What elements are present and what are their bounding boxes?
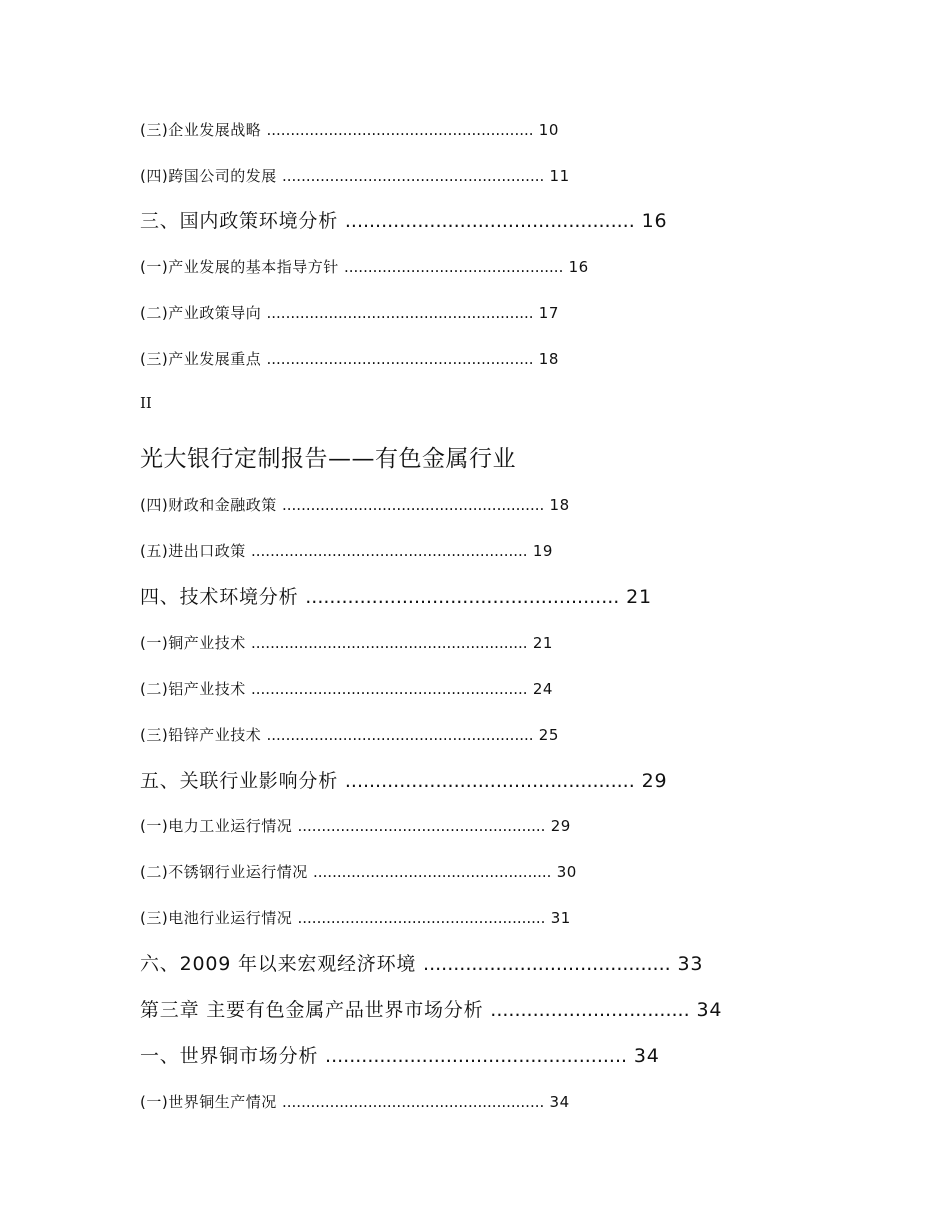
toc-leader-dots: ................................. — [490, 999, 690, 1021]
toc-leader-dots: ................................................ — [344, 770, 635, 792]
toc-entry-label: (三)铅锌产业技术 — [140, 726, 262, 744]
toc-entry-label: (四)财政和金融政策 — [140, 496, 277, 514]
toc-leader-dots: ........................................................ — [266, 121, 534, 139]
toc-page-number: 21 — [532, 634, 553, 652]
toc-leader-dots: .................................................... — [297, 909, 546, 927]
toc-entry-label: (一)电力工业运行情况 — [140, 817, 293, 835]
toc-entry[interactable] — [140, 815, 571, 836]
toc-entry[interactable] — [140, 165, 570, 186]
toc-entry-label: (一)世界铜生产情况 — [140, 1093, 277, 1111]
toc-entry-label: 第三章 主要有色金属产品世界市场分析 — [140, 999, 484, 1021]
toc-page-number: 16 — [568, 258, 589, 276]
toc-entry[interactable] — [140, 582, 652, 609]
toc-leader-dots: .................................................... — [297, 817, 546, 835]
toc-page-number: 10 — [538, 121, 559, 139]
toc-entry-label: 四、技术环境分析 — [140, 586, 299, 608]
toc-entry-label: 三、国内政策环境分析 — [140, 210, 339, 232]
toc-page-number: 34 — [549, 1093, 570, 1111]
toc-page-number: 18 — [538, 350, 559, 368]
toc-page-number: 31 — [550, 909, 571, 927]
toc-entry[interactable] — [140, 119, 559, 140]
toc-page-number: 34 — [696, 999, 723, 1021]
toc-page-number: 29 — [550, 817, 571, 835]
toc-leader-dots: .................................................. — [325, 1045, 628, 1067]
page-number-roman: II — [140, 394, 152, 412]
running-header: 光大银行定制报告——有色金属行业 — [140, 446, 516, 472]
toc-page-number: 16 — [641, 210, 668, 232]
toc-leader-dots: ....................................................... — [282, 1093, 545, 1111]
toc-page-number: 33 — [677, 953, 704, 975]
toc-page-number: 29 — [641, 770, 668, 792]
toc-entry[interactable] — [140, 348, 559, 369]
toc-entry[interactable] — [140, 766, 667, 793]
toc-page-number: 34 — [633, 1045, 660, 1067]
toc-entry[interactable] — [140, 206, 667, 233]
toc-entry[interactable] — [140, 861, 577, 882]
toc-entry-label: 六、2009 年以来宏观经济环境 — [140, 953, 417, 975]
toc-leader-dots: ................................................ — [344, 210, 635, 232]
toc-leader-dots: .................................................... — [305, 586, 620, 608]
toc-entry[interactable] — [140, 494, 570, 515]
toc-entry[interactable] — [140, 256, 589, 277]
toc-entry-label: (三)电池行业运行情况 — [140, 909, 293, 927]
toc-entry[interactable] — [140, 1091, 570, 1112]
toc-page-number: 19 — [532, 542, 553, 560]
toc-leader-dots: .................................................. — [313, 863, 552, 881]
toc-page-number: 30 — [556, 863, 577, 881]
toc-entry-label: (二)产业政策导向 — [140, 304, 262, 322]
toc-entry[interactable] — [140, 1041, 660, 1068]
toc-entry-label: 一、世界铜市场分析 — [140, 1045, 319, 1067]
toc-entry-label: (三)企业发展战略 — [140, 121, 262, 139]
toc-leader-dots: ........................................................ — [266, 304, 534, 322]
toc-page-number: 18 — [549, 496, 570, 514]
toc-leader-dots: ....................................................... — [282, 496, 545, 514]
toc-leader-dots: .......................................................... — [251, 542, 528, 560]
toc-entry[interactable] — [140, 302, 559, 323]
toc-entry-label: (五)进出口政策 — [140, 542, 246, 560]
toc-entry-label: 五、关联行业影响分析 — [140, 770, 339, 792]
toc-leader-dots: ........................................................ — [266, 350, 534, 368]
toc-entry-label: (四)跨国公司的发展 — [140, 167, 277, 185]
toc-leader-dots: ........................................................ — [266, 726, 534, 744]
toc-page-number: 24 — [532, 680, 553, 698]
toc-entry-label: (二)铝产业技术 — [140, 680, 246, 698]
toc-entry[interactable] — [140, 678, 553, 699]
toc-entry[interactable] — [140, 907, 571, 928]
toc-entry-label: (一)铜产业技术 — [140, 634, 246, 652]
toc-page-number: 11 — [549, 167, 570, 185]
toc-entry[interactable] — [140, 724, 559, 745]
toc-leader-dots: .............................................. — [344, 258, 564, 276]
toc-entry-label: (二)不锈钢行业运行情况 — [140, 863, 308, 881]
toc-leader-dots: ......................................... — [423, 953, 671, 975]
toc-entry[interactable] — [140, 995, 722, 1022]
toc-leader-dots: .......................................................... — [251, 634, 528, 652]
toc-entry[interactable] — [140, 949, 703, 976]
toc-page-number: 25 — [538, 726, 559, 744]
toc-leader-dots: ....................................................... — [282, 167, 545, 185]
toc-entry-label: (三)产业发展重点 — [140, 350, 262, 368]
toc-entry[interactable] — [140, 540, 553, 561]
toc-leader-dots: .......................................................... — [251, 680, 528, 698]
toc-entry-label: (一)产业发展的基本指导方针 — [140, 258, 339, 276]
toc-entry[interactable] — [140, 632, 553, 653]
toc-page-number: 21 — [626, 586, 652, 608]
toc-page-number: 17 — [538, 304, 559, 322]
